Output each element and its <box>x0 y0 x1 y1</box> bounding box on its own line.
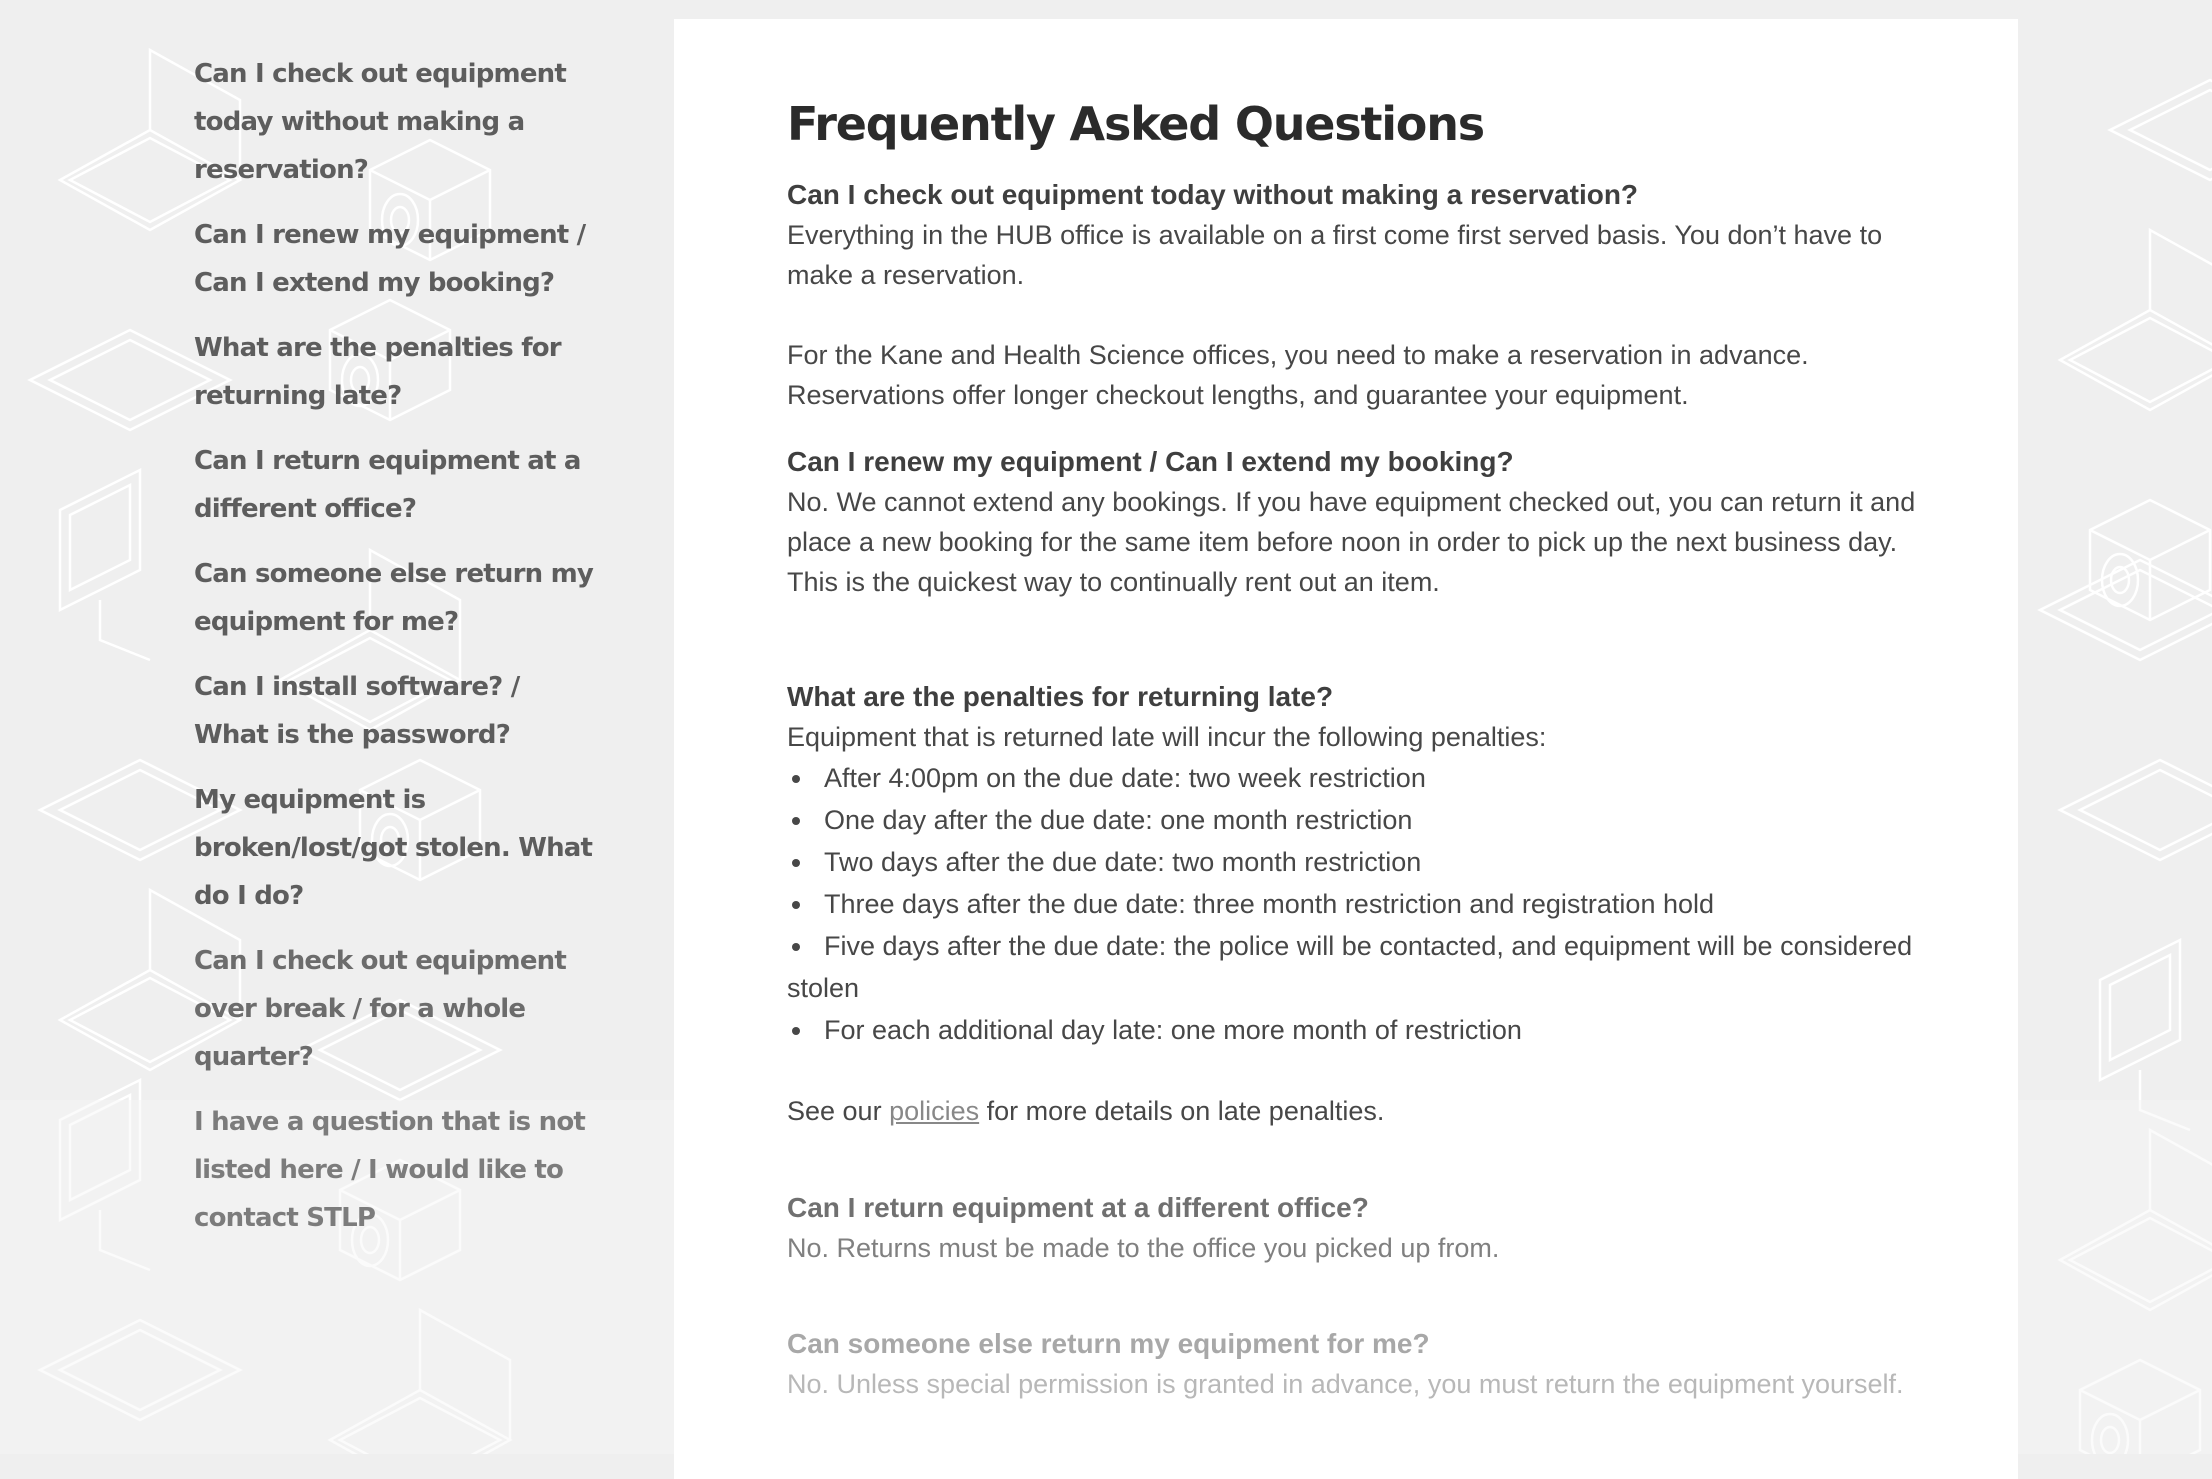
faq-question: Can someone else return my equipment for me? <box>787 1328 1430 1359</box>
faq-answer: Everything in the HUB office is available on a first come first served basis. You don’t have to make a reservation. <box>787 220 1883 290</box>
sidebar-item-over-break[interactable]: Can I check out equipment over break / for a whole quarter? <box>194 946 567 1072</box>
list-item: Two days after the due date: two month restriction <box>787 841 1927 883</box>
sidebar-item-broken-lost-stolen[interactable]: My equipment is broken/lost/got stolen. What do I do? <box>194 785 593 911</box>
list-item: Three days after the due date: three month restriction and registration hold <box>787 883 1927 925</box>
faq-answer: No. Returns must be made to the office you picked up from. <box>787 1233 1500 1263</box>
sidebar-item-return-different-office[interactable]: Can I return equipment at a different office? <box>194 446 581 524</box>
faq-answer: For the Kane and Health Science offices, you need to make a reservation in advance. Reservations offer longer checkout lengths, and guarantee your equipment. <box>787 340 1809 410</box>
sidebar-item-late-penalties[interactable]: What are the penalties for returning late? <box>194 333 561 411</box>
faq-question: Can I check out equipment today without making a reservation? <box>787 179 1639 210</box>
faq-content-panel <box>674 19 2018 1479</box>
sidebar-item-someone-else-return[interactable]: Can someone else return my equipment for me? <box>194 559 594 637</box>
faq-answer-intro: Equipment that is returned late will incur the following penalties: <box>787 722 1547 752</box>
sidebar-item-contact-stlp[interactable]: I have a question that is not listed here / I would like to contact STLP <box>194 1107 586 1233</box>
sidebar-item-renew-equipment[interactable]: Can I renew my equipment / Can I extend my booking? <box>194 220 586 298</box>
sidebar-item-check-out-without-reservation[interactable]: Can I check out equipment today without making a reservation? <box>194 59 567 185</box>
faq-sidebar-nav <box>194 50 594 1259</box>
list-item: One day after the due date: one month restriction <box>787 799 1927 841</box>
sidebar-item-install-software[interactable]: Can I install software? / What is the password? <box>194 672 520 750</box>
list-item: Five days after the due date: the police will be contacted, and equipment will be considered stolen <box>787 925 1927 1009</box>
see-policies-suffix: for more details on late penalties. <box>986 1096 1385 1126</box>
list-item: For each additional day late: one more month of restriction <box>787 1009 1927 1051</box>
see-policies-text <box>787 1091 1927 1131</box>
faq-question: What are the penalties for returning late? <box>787 681 1334 712</box>
faq-question: Can I renew my equipment / Can I extend my booking? <box>787 446 1514 477</box>
faq-item-check-out-without-reservation <box>787 175 1927 415</box>
penalties-list <box>787 757 1927 1051</box>
faq-item-late-penalties <box>787 677 1927 1131</box>
policies-link[interactable]: policies <box>889 1096 980 1126</box>
page-title: Frequently Asked Questions <box>787 97 1484 151</box>
faq-answer: No. We cannot extend any bookings. If you have equipment checked out, you can return it and place a new booking for the same item before noon in order to pick up the next business day. This is the quickest way to continually rent out an item. <box>787 487 1916 597</box>
faq-answer: No. Unless special permission is granted in advance, you must return the equipment yourself. <box>787 1369 1904 1399</box>
see-policies-prefix: See our <box>787 1096 882 1126</box>
faq-item-renew-equipment <box>787 442 1927 602</box>
faq-item-someone-else-return <box>787 1324 1927 1404</box>
list-item: After 4:00pm on the due date: two week restriction <box>787 757 1927 799</box>
faq-item-return-different-office <box>787 1188 1927 1268</box>
faq-question: Can I return equipment at a different office? <box>787 1192 1369 1223</box>
